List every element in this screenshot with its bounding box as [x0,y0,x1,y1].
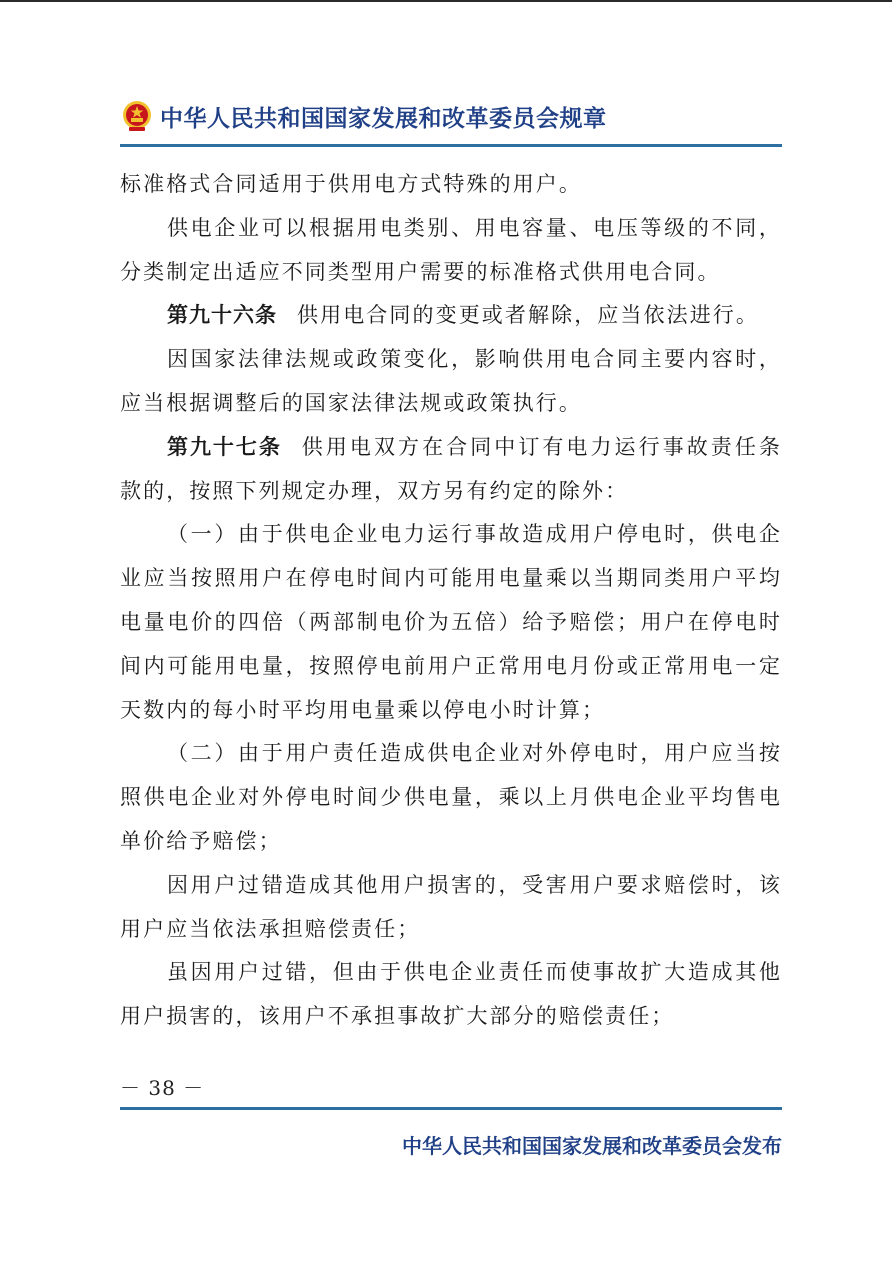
article-96 [120,294,782,338]
paragraph [120,864,782,952]
document-header [120,95,782,137]
paragraph [120,207,782,295]
paragraph [120,732,782,863]
paragraph-text: 供电企业可以根据用电类别、用电容量、电压等级的不同，分类制定出适应不同类型用户需要的标准格式供用电合同。 [120,215,782,284]
paragraph-text: 标准格式合同适用于供用电方式特殊的用户。 [120,172,582,196]
paragraph-text: （二）由于用户责任造成供电企业对外停电时，用户应当按照供电企业对外停电时间少供电量，乘以上月供电企业平均售电单价给予赔偿； [120,741,782,853]
paragraph-text: 供用电合同的变更或者解除，应当依法进行。 [297,303,759,328]
page-number: － 38 － [120,1076,205,1100]
paragraph-text: 因国家法律法规或政策变化，影响供用电合同主要内容时，应当根据调整后的国家法律法规或政策执行。 [120,347,782,415]
paragraph-text: 供用电双方在合同中订有电力运行事故责任条款的，按照下列规定办理，双方另有约定的除外： [120,434,783,503]
paragraph [120,338,782,426]
footer-publisher: 中华人民共和国国家发展和改革委员会发布 [402,1134,782,1158]
footer-divider [120,1107,782,1110]
top-edge-line [0,0,892,2]
header-title: 中华人民共和国国家发展和改革委员会规章 [160,105,607,132]
national-emblem-icon [120,99,154,133]
article-number: 第九十七条 [167,434,282,459]
paragraph-text: 虽因用户过错，但由于供电企业责任而使事故扩大造成其他用户损害的，该用户不承担事故扩大部分的赔偿责任； [120,960,782,1029]
paragraph [120,163,782,207]
paragraph-text: 因用户过错造成其他用户损害的，受害用户要求赔偿时，该用户应当依法承担赔偿责任； [120,872,782,941]
article-number: 第九十六条 [167,303,277,328]
paragraph [120,951,782,1039]
article-97 [120,426,782,514]
header-divider [120,144,782,147]
paragraph [120,513,782,732]
paragraph-text: （一）由于供电企业电力运行事故造成用户停电时，供电企业应当按照用户在停电时间内可能用电量乘以当期同类用户平均电量电价的四倍（两部制电价为五倍）给予赔偿；用户在停电时间内可能用电量，按照停电前用户正常用电月份或正常用电一定天数内的每小时平均用电量乘以停电小时计算； [120,522,782,722]
document-body [120,163,782,1039]
